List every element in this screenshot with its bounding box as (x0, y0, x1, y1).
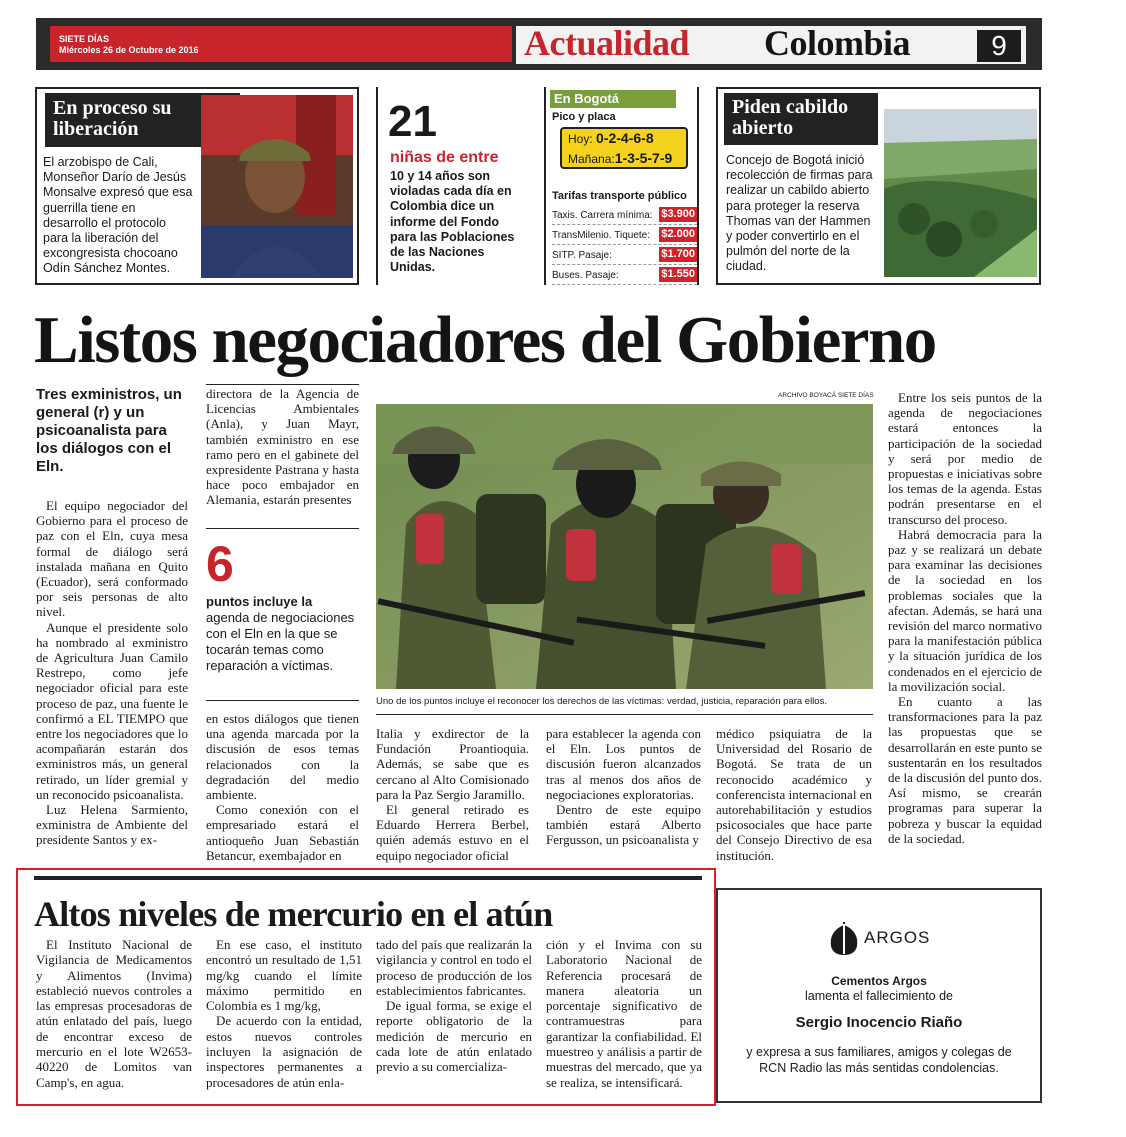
paragraph: Como conexión con el empresariado estará el antioqueño Juan Sebastián Betancur, exembajador en (206, 802, 359, 863)
brief-title: Piden cabildo abierto (724, 93, 878, 145)
subsection-title: Colombia (764, 23, 911, 63)
fact-box (206, 538, 356, 674)
ad-closing: y expresa a sus familiares, amigos y colegas de RCN Radio las más sentidas condolencias. (746, 1045, 1012, 1075)
article-column-6 (888, 390, 1042, 846)
photo-guerrillas (376, 404, 873, 689)
brief-body: El arzobispo de Cali, Monseñor Darío de Jesús Monsalve expresó que esa guerrilla tiene en desarrollo el protocolo para la liberación del excongresista chocoano Odín Sánchez Montes. (43, 155, 193, 276)
paragraph: para establecer la agenda con el Eln. Los puntos de discusión fueron alcanzados tras al menos dos años de negociaciones exploratorias. (546, 726, 701, 802)
paragraph: El equipo negociador del Gobierno para el proceso de paz con el Eln, cuya mesa formal de diálogo será instalada mañana en Quito (Ecuador), será conformado por seis personas de alto nivel. (36, 498, 188, 620)
paragraph: Dentro de este equipo también estará Alberto Fergusson, un psicoanalista y (546, 802, 701, 848)
paragraph: El Instituto Nacional de Vigilancia de Medicamentos y Alimentos (Invima) estableció nuevos controles a las empresas procesadoras de atún enlatado del país, luego de encontrar exceso de mercurio en el lote W2653-40220 de Lomitos van Camp's, en agua. (36, 937, 192, 1090)
paragraph: Aunque el presidente solo ha nombrado al exministro de Agricultura Juan Camilo Restrepo, como jefe negociador oficial para este proceso de paz, una fuente le confirmó a EL TIEMPO que entre los negociadores que lo acompañarán estarán dos exministros más, un general retirado, un líder gremial y un reconocido psicoanalista. (36, 619, 188, 802)
brand-label: SIETE DÍAS (59, 34, 110, 44)
stat-number: 21 (388, 97, 437, 146)
brief-cabildo (716, 87, 1041, 285)
brief-bogota (544, 87, 699, 285)
issue-date: Miércoles 26 de Octubre de 2016 (59, 45, 199, 55)
tarifas-title: Tarifas transporte público (552, 190, 687, 202)
paragraph: Italia y exdirector de la Fundación Proantioquia. Además, se sabe que es cercano al Alto Comisionado para la Paz Sergio Jaramillo. (376, 726, 529, 802)
paragraph: En cuanto a las transformaciones para la paz las propuestas que se desarrollarán en este punto se sustentarán en los resultados de la discusión del punto dos. Así mismo, se crearán programas para superar la pobreza y buscar la equidad de la sociedad. (888, 694, 1042, 846)
article-column-4 (546, 726, 701, 848)
paragraph: Entre los seis puntos de la agenda de negociaciones estará entonces la participación de la sociedad y será por medio de propuestas e iniciativas sobre los temas de la agenda. Estas podrán presentarse en el transcurso del proceso. (888, 390, 1042, 527)
license-plate (560, 127, 688, 169)
article-column-3 (376, 726, 529, 863)
brief-liberacion (35, 87, 359, 285)
story-column-3 (376, 937, 532, 1075)
paragraph: tado del país que realizarán la vigilancia y control en todo el proceso de producción de los establecimientos fabricantes. (376, 937, 532, 998)
tarifa-row: Buses. Pasaje: $1.550 (552, 266, 697, 285)
tarifa-row: Taxis. Carrera mínima: $3.900 (552, 206, 697, 225)
story-column-4 (546, 937, 702, 1090)
article-lede: Tres exministros, un general (r) y un psicoanalista para los diálogos con el Eln. (36, 386, 182, 475)
article-column-2b (206, 711, 359, 863)
pico-placa-label: Pico y placa (552, 111, 616, 123)
article-column-5 (716, 726, 872, 863)
paragraph: De acuerdo con la entidad, estos nuevos controles incluyen la asignación de inspectores permanentes a procesadores de atún enla- (206, 1013, 362, 1090)
brief-title: En proceso su liberación (45, 93, 240, 147)
fact-text: puntos incluye la agenda de negociaciones con el Eln en la que se tocarán temas como reparación a víctimas. (206, 594, 355, 673)
ad-line: lamenta el fallecimiento de (805, 989, 953, 1003)
stat-highlight: niñas de entre (390, 149, 499, 166)
plate-tomorrow: Mañana:1-3-5-7-9 (568, 150, 673, 166)
story-column-1 (36, 937, 192, 1090)
brief-body: Concejo de Bogotá inició recolección de firmas para realizar un cabildo abierto para proteger la reserva Thomas van der Hammen y poder convertirlo en el pulmón del norte de la ciudad. (726, 153, 873, 274)
main-headline: Listos negociadores del Gobierno (34, 303, 936, 377)
paragraph: En ese caso, el instituto encontró un resultado de 1,51 mg/kg cuando el límite máximo permitido en Colombia es 1 mg/kg, (206, 937, 362, 1014)
photo-caption: Uno de los puntos incluye el reconocer los derechos de las víctimas: verdad, justicia, reparación para ellos. (376, 696, 827, 707)
paragraph: directora de la Agencia de Licencias Ambientales (Anla), y Juan Mayr, también exministro en ese ramo pero en el gabinete del expresidente Pastrana y hasta hace poco embajador en Alemania, estarán presentes (206, 386, 359, 508)
brief-stat (376, 87, 528, 285)
paragraph: Luz Helena Sarmiento, exministra de Ambiente del presidente Santos y ex- (36, 802, 188, 848)
tarifa-row: SITP. Pasaje: $1.700 (552, 246, 697, 265)
story-column-2 (206, 937, 362, 1090)
ad-sponsor: Cementos Argos (831, 974, 927, 988)
section-title: Actualidad (524, 23, 690, 63)
paragraph: De igual forma, se exige el reporte obligatorio de la medición de mercurio en cada lote de atún enlatado previo a su comercializa- (376, 998, 532, 1075)
tarifa-row: TransMilenio. Tiquete: $2.000 (552, 226, 697, 245)
story-headline: Altos niveles de mercurio en el atún (34, 894, 553, 934)
paragraph: médico psiquiatra de la Universidad del Rosario de Bogotá. Se trata de un reconocido académico y conferencista internacional en autorehabilitación y estudios psicosociales que hace parte del Consejo Directivo de esa institución. (716, 726, 872, 863)
photo-bishop (201, 95, 353, 278)
photo-credit: ARCHIVO BOYACÁ SIETE DÍAS (778, 392, 874, 399)
paragraph: en estos diálogos que tienen una agenda marcada por la discusión de esos temas relacionados con la degradación del medio ambiente. (206, 711, 359, 803)
ad-name: Sergio Inocencio Riaño (795, 1014, 963, 1031)
plate-today: Hoy: 0-2-4-6-8 (568, 130, 654, 146)
stat-body: 10 y 14 años son violadas cada día en Colombia dice un informe del Fondo para las Poblaciones de las Naciones Unidas. (390, 169, 515, 275)
paragraph: El general retirado es Eduardo Herrera Berbel, quién además estuvo en el equipo negociador oficial (376, 802, 529, 863)
page-number: 9 (977, 30, 1021, 62)
bogota-title: En Bogotá (550, 90, 676, 108)
condolence-ad (716, 888, 1042, 1103)
paragraph: ción y el Invima con su Laboratorio Nacional de Referencia procesará de manera aleatoria un porcentaje significativo de contramuestras para garantizar la confiabilidad. El muestreo y análisis a partir de muestras del mercado, que ya se realiza, se intensificará. (546, 937, 702, 1090)
photo-reserve (884, 109, 1037, 277)
article-column-2 (206, 386, 359, 508)
argos-logo: ARGOS (826, 920, 946, 956)
header-date-block (50, 26, 512, 62)
paragraph: Habrá democracia para la paz y se realizará un debate para examinar las decisiones de la sociedad en los problemas sociales que la afectan. Además, se hará una revisión del marco normativo para la manifestación pública y la situación jurídica de los condenados en el ejercicio de la movilización social. (888, 526, 1042, 694)
article-column-1 (36, 498, 188, 848)
fact-number: 6 (206, 536, 234, 592)
